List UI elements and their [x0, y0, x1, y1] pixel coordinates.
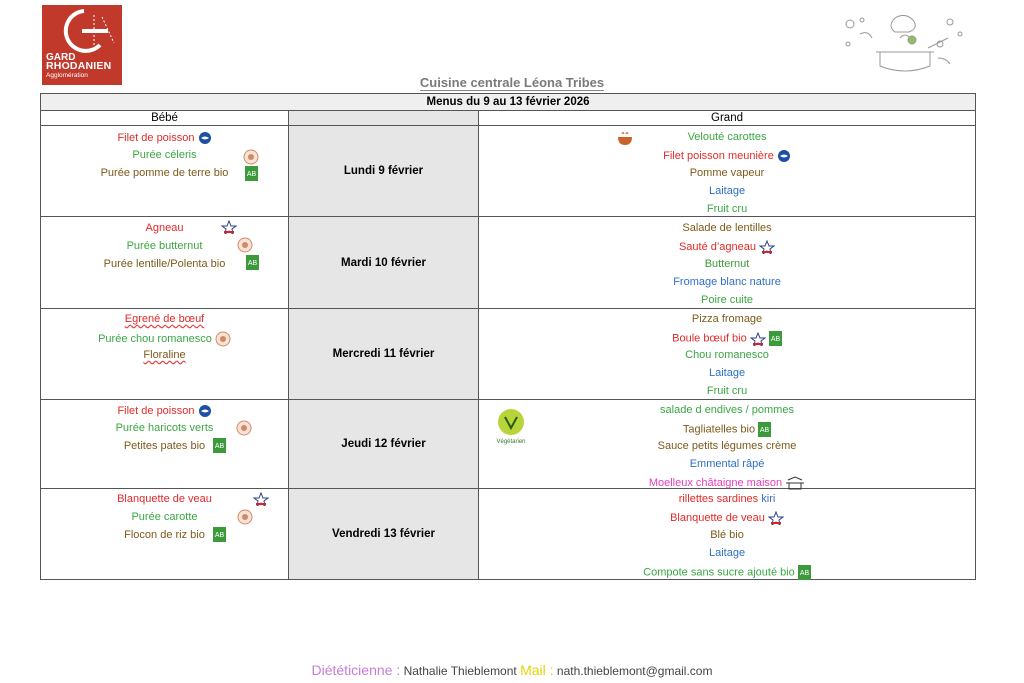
dietitian-label: Diététicienne :: [311, 662, 401, 678]
logo-line-gard: GARD: [46, 52, 76, 63]
list-item: Filet de poisson: [41, 404, 288, 418]
day-label-jeudi: Jeudi 12 février: [289, 400, 479, 489]
organic-ab-icon: [769, 331, 782, 346]
list-item: Sauce petits légumes crème: [657, 440, 797, 452]
list-item: Chou romanesco: [685, 349, 769, 361]
bebe-cell: [41, 400, 289, 489]
list-item: Laitage: [708, 367, 746, 379]
list-item: Fruit cru: [706, 385, 748, 397]
list-item: Purée pomme de terre bio: [100, 167, 229, 179]
list-item: Purée carotte: [131, 511, 198, 523]
day-label-mardi: Mardi 10 février: [289, 217, 479, 309]
col-header-day: [289, 111, 479, 126]
week-title: Menus du 9 au 13 février 2026: [41, 94, 976, 111]
list-item: Laitage: [708, 547, 746, 559]
label-rouge-star-icon: [253, 492, 269, 506]
list-item: Blanquette de veau: [479, 511, 975, 525]
list-item: Moelleux châtaigne maison: [479, 476, 975, 490]
grand-cell: [479, 126, 976, 217]
list-item: Salade de lentilles: [682, 222, 772, 234]
bebe-cell: [41, 489, 289, 580]
bebe-cell: [41, 217, 289, 309]
list-item: Petites pates bio: [123, 440, 206, 452]
list-item: salade d endives / pommes: [660, 404, 794, 416]
day-label-vendredi: Vendredi 13 février: [289, 489, 479, 580]
day-row-lundi: [41, 126, 976, 217]
svg-text:AB: AB: [247, 260, 258, 267]
chef-cooking-illustration: [840, 14, 970, 76]
organic-ab-icon: [245, 166, 258, 181]
dietitian-name: Nathalie Thieblemont: [403, 664, 517, 678]
list-item: Purée chou romanesco: [41, 331, 288, 347]
svg-text:AB: AB: [759, 427, 770, 434]
svg-text:AB: AB: [770, 336, 781, 343]
organic-ab-icon: [246, 255, 259, 270]
list-item: Poire cuite: [701, 294, 753, 306]
list-item: Purée butternut: [126, 240, 203, 252]
svg-text:AB: AB: [246, 171, 257, 178]
menu-table: [40, 93, 976, 580]
list-item: Purée haricots verts: [115, 422, 214, 434]
grand-cell: [479, 217, 976, 309]
list-item: Purée lentille/Polenta bio: [103, 258, 226, 270]
list-item: Filet poisson meunière: [479, 149, 975, 163]
day-row-mardi: [41, 217, 976, 309]
msc-fish-icon: [198, 404, 212, 418]
list-item: Fruit cru: [706, 203, 748, 215]
bebe-cell: [41, 309, 289, 400]
list-item: Purée céleris: [132, 149, 197, 161]
list-item: Fromage blanc nature: [673, 276, 781, 288]
organic-ab-icon: [798, 565, 811, 580]
label-rouge-star-icon: [750, 332, 766, 346]
list-item: Blé bio: [710, 529, 744, 541]
svg-text:AB: AB: [214, 532, 225, 539]
gard-rhodanien-logo: [42, 5, 122, 85]
list-item: Velouté carottes: [687, 131, 767, 143]
label-rouge-star-icon: [221, 220, 237, 234]
grand-cell: [479, 309, 976, 400]
msc-fish-icon: [198, 131, 212, 145]
organic-ab-icon: [758, 422, 771, 437]
day-row-vendredi: [41, 489, 976, 580]
local-product-icon: [243, 149, 259, 165]
list-item: Agneau: [145, 222, 184, 234]
list-item: Laitage: [708, 185, 746, 197]
msc-fish-icon: [777, 149, 791, 163]
local-product-icon: [236, 420, 252, 436]
mail-label: Mail :: [520, 662, 554, 678]
footer: [0, 662, 1024, 678]
logo-line-rhodanien: RHODANIEN: [46, 60, 112, 72]
list-item: Pomme vapeur: [689, 167, 765, 179]
day-label-lundi: Lundi 9 février: [289, 126, 479, 217]
col-header-grand: Grand: [479, 111, 976, 126]
local-product-icon: [237, 237, 253, 253]
logo-mark-icon: [42, 5, 122, 57]
list-item: Floraline: [143, 349, 186, 361]
list-item: Sauté d’agneau: [479, 240, 975, 254]
list-item: rillettes sardines kiri: [678, 493, 776, 505]
day-label-mercredi: Mercredi 11 février: [289, 309, 479, 400]
day-row-jeudi: [41, 400, 976, 489]
list-item: Blanquette de veau: [117, 493, 212, 505]
list-item: Egrené de bœuf: [124, 313, 205, 325]
logo-line-agglo: Agglomération: [46, 72, 88, 79]
grand-cell: [479, 489, 976, 580]
col-header-bebe: Bébé: [41, 111, 289, 126]
list-item: Emmental râpé: [689, 458, 765, 470]
organic-ab-icon: [213, 527, 226, 542]
local-product-icon: [237, 509, 253, 525]
label-rouge-star-icon: [768, 511, 784, 525]
list-item: Boule bœuf bio AB: [672, 332, 781, 345]
list-item: Flocon de riz bio: [124, 529, 205, 541]
organic-ab-icon: [213, 438, 226, 453]
grand-cell: [479, 400, 976, 489]
list-item: Tagliatelles bio AB: [682, 423, 770, 436]
list-item: Compote sans sucre ajouté bio AB: [643, 566, 810, 579]
list-item: Pizza fromage: [691, 313, 763, 325]
kitchen-title: Cuisine centrale Léona Tribes: [419, 75, 605, 90]
svg-text:AB: AB: [214, 443, 225, 450]
local-product-icon: [215, 331, 231, 347]
email-link[interactable]: nath.thieblemont@gmail.com: [556, 664, 713, 678]
day-row-mercredi: [41, 309, 976, 400]
svg-text:AB: AB: [799, 570, 810, 577]
label-rouge-star-icon: [759, 240, 775, 254]
list-item: Filet de poisson: [41, 131, 288, 145]
list-item: Butternut: [704, 258, 750, 270]
vegetarian-badge: Végétarien: [493, 408, 529, 445]
bebe-cell: [41, 126, 289, 217]
